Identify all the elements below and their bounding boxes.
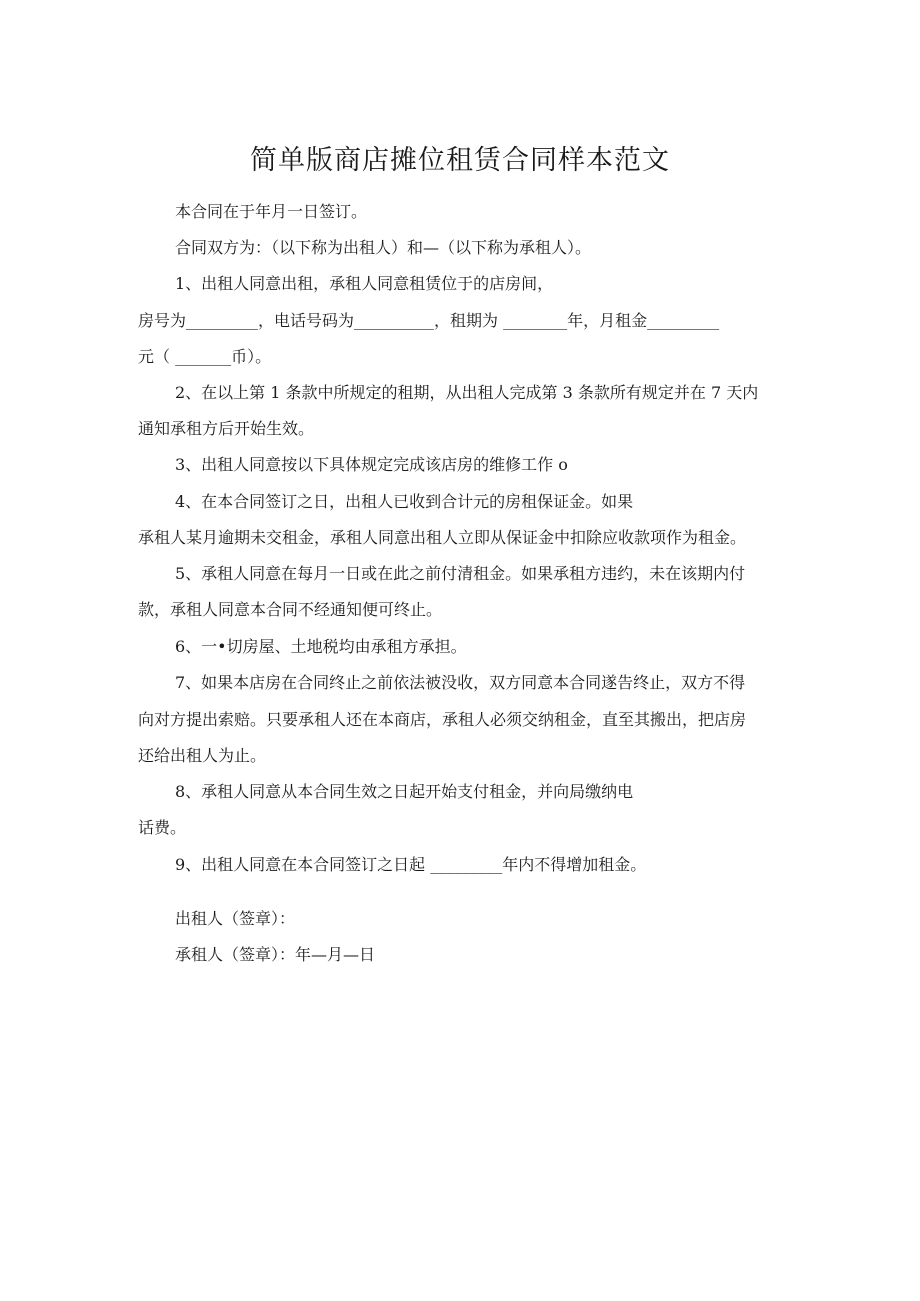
clause-5-line-2: 款，承租人同意本合同不经通知便可终止。 [138,600,443,619]
clause-3-line: 3、出租人同意按以下具体规定完成该店房的维修工作 o [175,455,568,474]
clause-4-line-2: 承租人某月逾期未交租金，承租人同意出租人立即从保证金中扣除应收款项作为租金。 [138,528,747,547]
clause-1-line-1: 1、出租人同意出租，承租人同意租赁位于的店房间， [175,274,554,293]
document-title: 简单版商店摊位租赁合同样本范文 [250,145,670,176]
clause-2-line-1: 2、在以上第 1 条款中所规定的租期，从出租人完成第 3 条款所有规定并在 7 天内 [175,383,759,402]
signing-date-line: 本合同在于年月一日签订。 [175,202,368,221]
clause-1-line-3: 元（ _______币）。 [138,347,272,366]
clause-1-line-2: 房号为_________，电话号码为__________，租期为 ________年，月租金_________ [138,311,720,330]
clause-9-line: 9、出租人同意在本合同签订之日起 _________年内不得增加租金。 [175,855,647,874]
clause-4-line-1: 4、在本合同签订之日，出租人已收到合计元的房租保证金。如果 [175,492,634,511]
clause-5-line-1: 5、承租人同意在每月一日或在此之前付清租金。如果承租方违约，未在该期内付 [175,564,746,583]
clause-7-line-1: 7、如果本店房在合同终止之前依法被没收，双方同意本合同遂告终止，双方不得 [175,673,746,692]
clause-6-line: 6、一•切房屋、土地税均由承租方承担。 [175,637,467,656]
parties-line: 合同双方为：（以下称为出租人）和—（以下称为承租人）。 [175,238,592,257]
lessee-signature: 承租人（签章）：年—月—日 [175,945,376,964]
clause-8-line-2: 话费。 [138,818,187,837]
clause-7-line-3: 还给出租人为止。 [138,746,267,765]
clause-8-line-1: 8、承租人同意从本合同生效之日起开始支付租金，并向局缴纳电 [175,782,634,801]
lessor-signature: 出租人（签章）： [175,909,296,928]
clause-2-line-2: 通知承租方后开始生效。 [138,419,315,438]
clause-7-line-2: 向对方提出索赔。只要承租人还在本商店，承租人必须交纳租金，直至其搬出，把店房 [138,710,747,729]
